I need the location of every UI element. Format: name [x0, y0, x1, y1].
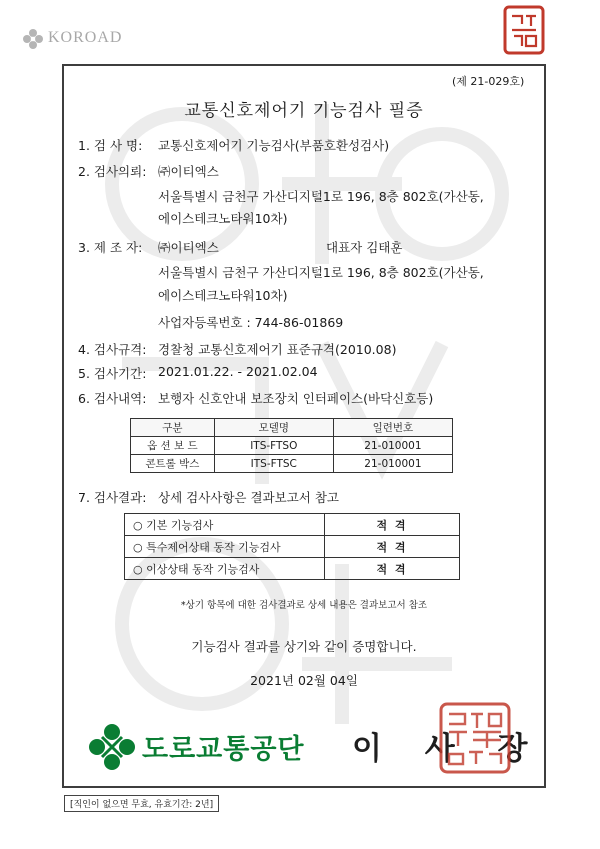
result-item: ○ 특수제어상태 동작 기능검사 — [125, 536, 325, 558]
requester-company: ㈜이티엑스 — [158, 164, 219, 179]
inspected-items-table — [130, 418, 453, 473]
item-serial: 21-010001 — [333, 455, 452, 473]
inspection-period-value: 2021.01.22. - 2021.02.04 — [158, 364, 318, 379]
manufacturer-address-line1: 서울특별시 금천구 가산디지털1로 196, 8층 802호(가산동, — [158, 265, 484, 280]
items-header-model: 모델명 — [214, 419, 333, 437]
certificate-number: (제 21-029호) — [452, 75, 525, 88]
table-row — [125, 514, 460, 536]
field-label-period: 5. 검사기간: — [78, 366, 147, 381]
result-verdict: 적 격 — [325, 514, 460, 536]
items-header-category: 구분 — [131, 419, 215, 437]
business-registration-number: 사업자등록번호 : 744-86-01869 — [158, 315, 344, 330]
attestation-statement: 기능검사 결과를 상기와 같이 증명합니다. — [191, 639, 417, 654]
field-label-result: 7. 검사결과: — [78, 490, 147, 505]
koroad-flower-icon — [22, 28, 44, 50]
inspection-standard-value: 경찰청 교통신호제어기 표준규격(2010.08) — [158, 342, 397, 357]
manufacturer-company: ㈜이티엑스 — [158, 240, 219, 255]
result-summary: 상세 검사사항은 결과보고서 참고 — [158, 490, 339, 505]
result-item: ○ 기본 기능검사 — [125, 514, 325, 536]
table-row — [131, 437, 453, 455]
table-row — [131, 455, 453, 473]
requester-address-line1: 서울특별시 금천구 가산디지털1로 196, 8층 802호(가산동, — [158, 189, 484, 204]
issue-date: 2021년 02월 04일 — [250, 673, 358, 688]
inspection-name-value: 교통신호제어기 기능검사(부품호환성검사) — [158, 138, 390, 153]
item-model: ITS-FTSO — [214, 437, 333, 455]
item-category: 옵 션 보 드 — [131, 437, 215, 455]
manufacturer-address-line2: 에이스테크노타워10차) — [158, 288, 288, 303]
items-table-header-row — [131, 419, 453, 437]
field-label-manufacturer: 3. 제 조 자: — [78, 240, 143, 255]
koroad-brand-logo — [22, 28, 147, 50]
koroad-emblem-icon — [88, 723, 136, 771]
result-footnote: *상기 항목에 대한 검사결과로 상세 내용은 결과보고서 참조 — [180, 600, 428, 611]
field-label-standard: 4. 검사규격: — [78, 342, 147, 357]
field-label-inspection-name: 1. 검 사 명: — [78, 138, 143, 153]
result-item: ○ 이상상태 동작 기능검사 — [125, 558, 325, 580]
item-serial: 21-010001 — [333, 437, 452, 455]
requester-address-line2: 에이스테크노타워10차) — [158, 211, 288, 226]
table-row — [125, 558, 460, 580]
table-row — [125, 536, 460, 558]
official-seal-stamp-icon — [437, 700, 513, 776]
items-header-serial: 일련번호 — [333, 419, 452, 437]
field-label-details: 6. 검사내역: — [78, 391, 147, 406]
field-label-requester: 2. 검사의뢰: — [78, 164, 147, 179]
top-seal-stamp-icon — [502, 4, 546, 56]
brand-logo-text: KOROAD — [48, 29, 123, 46]
result-verdict: 적 격 — [325, 558, 460, 580]
validity-note: [직인이 없으면 무효, 유효기간: 2년] — [64, 795, 219, 812]
inspection-details-value: 보행자 신호안내 보조장치 인터페이스(바닥신호등) — [158, 391, 434, 406]
result-verdict: 적 격 — [325, 536, 460, 558]
issuer-title: 이 사 장 — [352, 731, 544, 767]
item-model: ITS-FTSC — [214, 455, 333, 473]
certificate-title: 교통신호제어기 기능검사 필증 — [184, 101, 424, 121]
manufacturer-representative: 대표자 김태훈 — [326, 240, 403, 255]
item-category: 콘트롤 박스 — [131, 455, 215, 473]
issuer-organization: 도로교통공단 — [142, 734, 305, 765]
inspection-results-table — [124, 513, 460, 580]
